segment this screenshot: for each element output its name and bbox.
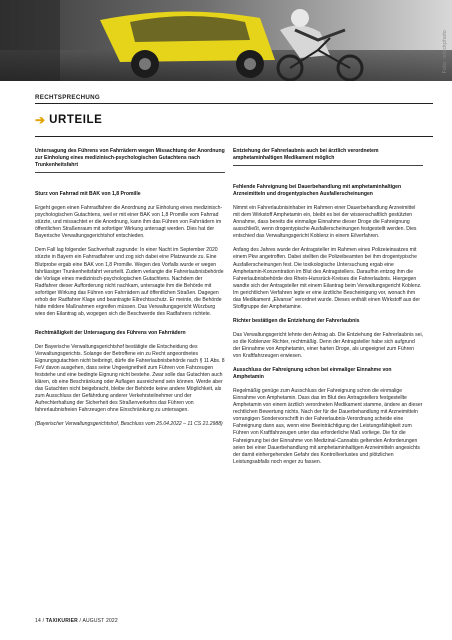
- paragraph: Regelmäßig genüge zum Ausschluss der Fahreignung schon die einmalige Einnahme von Amphetamin. Dass das im Blut des Antragstellers festgestellte Amphetamin von einem ärztlich verordneten Medikament stamme, ändere an dieser rechtlichen Bewertung nichts. Nach der für die Dauerbehandlung mit Arzneimitteln vorrangigen Sondervorschrift in der Fahrerlaubnis-Verordnung scheide eine Fahreignung dann aus, wenn eine Beeinträchtigung der Leistungsfähigkeit zum Führen von Kraftfahrzeugen unter das erforderliche Maß vorliege. Die für die Fahreignung bei der Einnahme von Medizinal-Cannabis geltenden Anforderungen seien bei einer Dauerbehandlung mit amphetaminhaltigen Arzneimitteln angesichts der damit einhergehenden Gefahr des Kontrollverlustes und plötzlichen Leistungsabfalls noch enger zu fassen.: [233, 388, 423, 465]
- arrow-right-icon: ➔: [35, 113, 46, 127]
- article-divider: [35, 172, 225, 173]
- paragraph: Anfang des Jahres wurde der Antragsteller im Rahmen eines Polizeieinsatzes mit einem Pkw angetroffen. Dabei stellten die Polizeibeamten bei ihm drogentypische Ausfallerscheinungen fest. Die toxikologische Untersuchung ergab eine Amphetamin-Konzentration im Blut des Antragstellers. Daraufhin entzog ihm die Fahrerlaubnisbehörde des Rhein-Hunsrück-Kreises die Fahrerlaubnis. Hiergegen wandte sich der Antragsteller mit einem Eilantrag beim Verwaltungsgericht Koblenz. Im gerichtlichen Verfahren legte er eine ärztliche Bescheinigung vor, wonach ihm das Medikament „Elvanse“ verordnet wurde. Dieses enthält einen Wirkstoff aus der Stoffgruppe der Amphetamine.: [233, 247, 422, 310]
- section-label: RECHTSPRECHUNG: [35, 94, 101, 101]
- cyclist-photo: [0, 0, 452, 81]
- subheading: Richter bestätigen die Entziehung der Fahrerlaubnis: [233, 317, 360, 324]
- issue-date: AUGUST 2022: [82, 618, 118, 624]
- article-title: Entziehung der Fahrerlaubnis auch bei ärztlich verordnetem amphetaminhaltigen Medikament möglich: [233, 148, 379, 162]
- article-divider: [233, 165, 423, 166]
- subheading: Fehlende Fahreignung bei Dauerbehandlung mit amphetaminhaltigen Arzneimitteln und drogentypischen Ausfallerscheinungen: [233, 184, 402, 198]
- heading-divider: [35, 136, 433, 137]
- subheading: Sturz von Fahrrad mit BAK von 1,8 Promille: [35, 191, 141, 198]
- section-heading: [35, 112, 102, 128]
- page-title: URTEILE: [49, 114, 103, 126]
- photo-credit: Foto: istockphoto: [442, 30, 448, 74]
- page-number: 14: [35, 618, 41, 624]
- subheading: Ausschluss der Fahreignung schon bei einmaliger Einnahme von Amphetamin: [233, 367, 392, 381]
- paragraph: Das Verwaltungsgericht lehnte den Antrag ab. Die Entziehung der Fahrerlaubnis sei, so die Koblenzer Richter, rechtmäßig. Denn der Antragsteller habe sich aufgrund der Einnahme von Amphetamin, einer harten Droge, als ungeeignet zum Führen von Kraftfahrzeugen erwiesen.: [233, 331, 423, 360]
- page-footer: 14 / TAXIKURIER / AUGUST 2022: [35, 618, 118, 624]
- paragraph: Der Bayerische Verwaltungsgerichtshof bestätigte die Entscheidung des Verwaltungsgerichts. Solange der Betroffene ein zu Recht angeordnetes Eignungsgutachten nicht beibringt, dürfe die Fahrerlaubnisbehörde nach § 11 Abs. 8 FeV davon ausgehen, dass seine Ungeeignetheit zum Führen von Fahrzeugen feststehe und eine bedingte Eignung nicht bestehe. Zwar solle das Gutachten auch klären, ob eine Beschränkung oder Auflagen ausreichend sein können. Werde aber das Gutachten nicht beigebracht, bleibe der Behörde keine andere Möglichkeit, als zum Ausschluss der Gefährdung anderer Verkehrsteilnehmer und der Aufrechterhaltung der Sicherheit des Straßenverkehrs das Führen von fahrerlaubnisfreien Fahrzeugen ohne Einschränkung zu untersagen.: [35, 343, 225, 414]
- magazine-name: TAXIKURIER: [45, 618, 78, 624]
- article-title: Untersagung des Führens von Fahrrädern wegen Missachtung der Anordnung zur Einholung eines medizinisch-psychologischen Gutachtens nach Trunkenheitsfahrt: [35, 148, 225, 169]
- paragraph: Ergeht gegen einen Fahrradfahrer die Anordnung zur Einholung eines medizinisch-psychologischen Gutachtens, weil er mit einer BAK von 1,8 Promille vom Fahrrad stürzte, und missachtet er die Anordnung, kann ihm das Führen von Fahrrädern im öffentlichen Straßenraum mit sofortiger Wirkung untersagt werden. Dies hat der Bayerische Verwaltungsgerichtshof entschieden.: [35, 205, 223, 240]
- article-left: [35, 148, 225, 435]
- header-photo: [0, 0, 452, 81]
- article-right: [233, 148, 423, 473]
- paragraph: Dem Fall lag folgender Sachverhalt zugrunde: In einer Nacht im September 2020 stürzte in Bayern ein Fahrradfahrer und zog sich dabei eine Platzwunde zu. Eine Blutprobe ergab eine BAK von 1,8 Promille. Wegen des Vorfalls wurde er wegen fahrlässiger Trunkenheitsfahrt verurteilt. Zudem verlangte die Fahrerlaubnisbehörde die Vorlage eines medizinisch-psychologischen Gutachtens. Nachdem der Radfahrer dieser Aufforderung nicht nachkam, untersagte ihm die Behörde mit sofortiger Wirkung das Führen von Fahrrädern auf öffentlichen Straßen. Dagegen erhob der Radfahrer Klage und beantragte Eilrechtsschutz. Er meinte, die Behörde hätte mildere Maßnahmen ergreifen müssen. Das Verwaltungsgericht Würzburg wies den Eilantrag ab, wogegen sich die Beschwerde des Radfahrers richtete.: [35, 247, 224, 317]
- paragraph: Nimmt ein Fahrerlaubnisinhaber im Rahmen einer Dauerbehandlung Arzneimittel mit dem Wirkstoff Amphetamin ein, bleibt es bei der wissenschaftlich gestützten Annahme, dass bereits die einmalige Einnahme dieser Droge die Fahreignung ausschließt, wenn drogentypische Ausfallerscheinungen festgestellt werden. Dies entschied das Verwaltungsgericht Koblenz in einem Eilverfahren.: [233, 205, 417, 240]
- citation: (Bayerischer Verwaltungsgerichtshof, Beschluss vom 25.04.2022 – 11 CS 21.2988): [35, 421, 223, 428]
- section-divider: [35, 103, 433, 104]
- subheading: Rechtmäßigkeit der Untersagung des Führens von Fahrrädern: [35, 329, 186, 336]
